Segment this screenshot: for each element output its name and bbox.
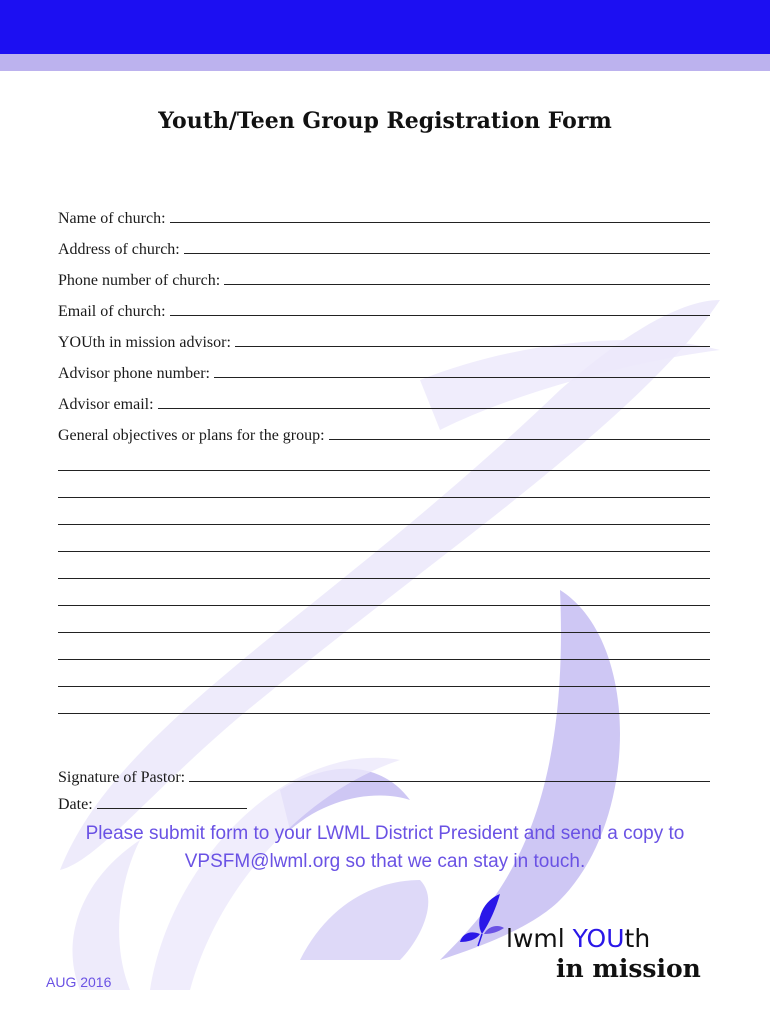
advisor-line[interactable] (235, 346, 710, 347)
advisor-phone-label: Advisor phone number: (58, 365, 210, 382)
advisor-email-line[interactable] (158, 408, 710, 409)
church-email-line[interactable] (170, 315, 710, 316)
advisor-phone-line[interactable] (214, 377, 710, 378)
logo-tagline: in mission (556, 954, 701, 983)
pastor-signature-line[interactable] (189, 781, 710, 782)
date-label: Date: (58, 796, 93, 813)
church-phone-field[interactable] (58, 268, 710, 290)
lwml-youth-logo (458, 890, 728, 990)
church-name-field[interactable] (58, 206, 710, 228)
church-name-label: Name of church: (58, 210, 166, 227)
objectives-line[interactable] (329, 439, 710, 440)
logo-text-th: th (624, 924, 651, 953)
date-line[interactable] (97, 808, 247, 809)
objectives-blank-line[interactable] (58, 551, 710, 552)
objectives-blank-line[interactable] (58, 470, 710, 471)
church-phone-label: Phone number of church: (58, 272, 221, 289)
objectives-blank-line[interactable] (58, 632, 710, 633)
church-email-label: Email of church: (58, 303, 166, 320)
advisor-label: YOUth in mission advisor: (58, 334, 231, 351)
church-email-field[interactable] (58, 299, 710, 321)
advisor-field[interactable] (58, 330, 710, 352)
objectives-blank-line[interactable] (58, 497, 710, 498)
advisor-phone-field[interactable] (58, 361, 710, 383)
church-phone-line[interactable] (224, 284, 710, 285)
objectives-blank-line[interactable] (58, 605, 710, 606)
advisor-email-label: Advisor email: (58, 396, 154, 413)
objectives-blank-line[interactable] (58, 659, 710, 660)
date-field[interactable] (58, 792, 247, 814)
notice-line-2: VPSFM@lwml.org so that we can stay in touch. (184, 851, 586, 872)
objectives-blank-line[interactable] (58, 524, 710, 525)
objectives-label: General objectives or plans for the group: (58, 427, 325, 444)
logo-text-lwml: lwml (506, 924, 573, 953)
butterfly-icon (458, 890, 508, 950)
logo-wordmark (506, 924, 650, 953)
notice-line-1: Please submit form to your LWML District President and send a copy to (85, 823, 685, 844)
objectives-blank-line[interactable] (58, 578, 710, 579)
footer-date: AUG 2016 (46, 974, 112, 990)
objectives-blank-line[interactable] (58, 686, 710, 687)
pastor-signature-label: Signature of Pastor: (58, 769, 186, 786)
pastor-signature-field[interactable] (58, 765, 710, 787)
form-title: Youth/Teen Group Registration Form (158, 108, 612, 134)
advisor-email-field[interactable] (58, 392, 710, 414)
church-address-field[interactable] (58, 237, 710, 259)
church-address-line[interactable] (184, 253, 710, 254)
objectives-field[interactable] (58, 423, 710, 445)
submission-notice (0, 820, 770, 876)
logo-text-you: YOU (572, 924, 625, 953)
objectives-blank-line[interactable] (58, 713, 710, 714)
church-address-label: Address of church: (58, 241, 180, 258)
church-name-line[interactable] (170, 222, 710, 223)
